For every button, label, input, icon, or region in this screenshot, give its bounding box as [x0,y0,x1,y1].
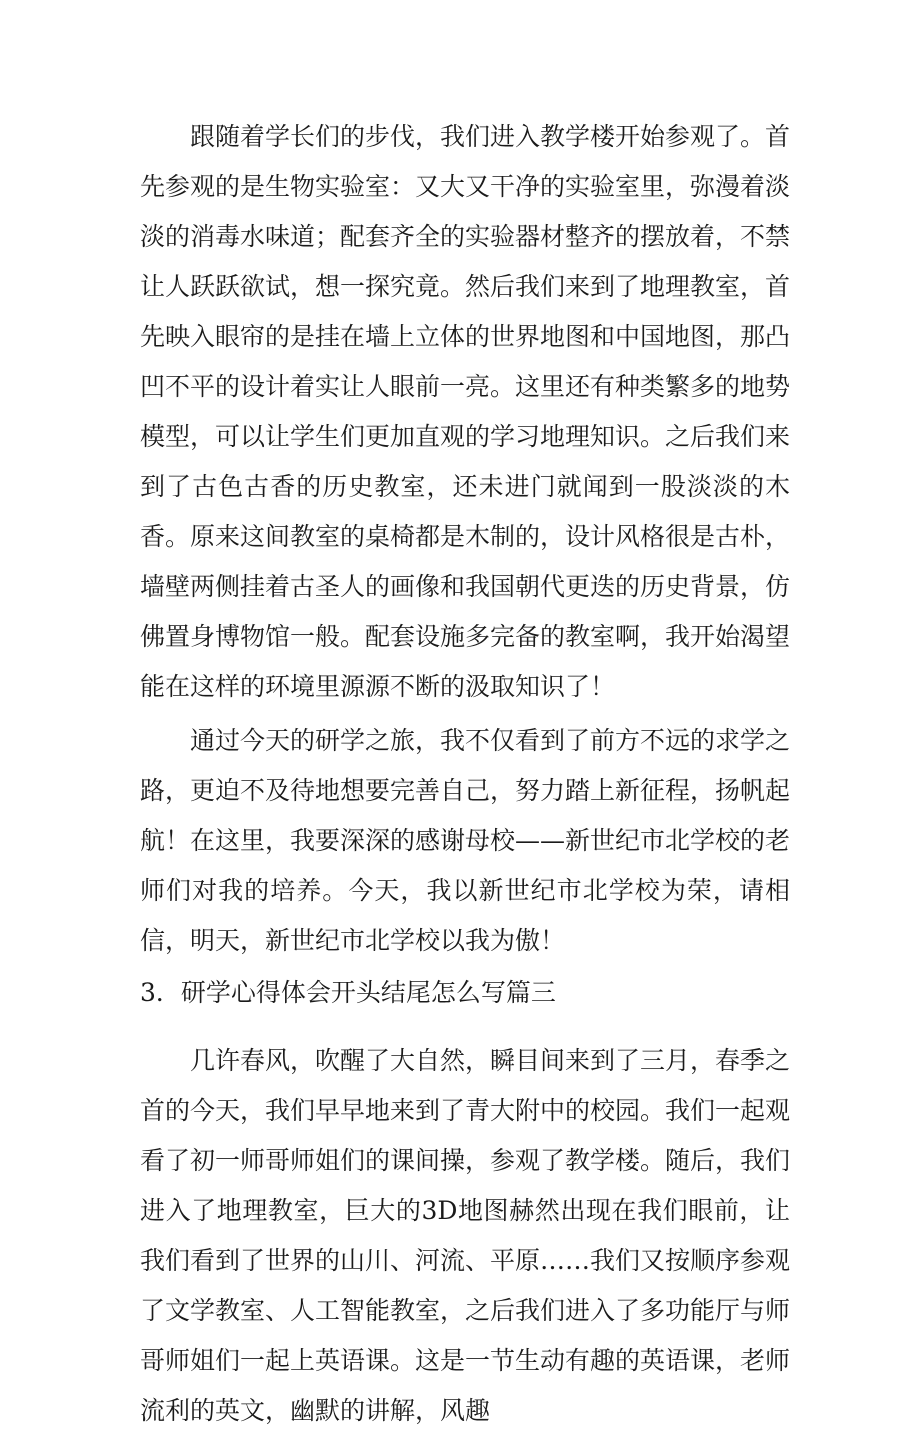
document-body [140,112,790,1436]
section-heading: 3．研学心得体会开头结尾怎么写篇三 [140,978,556,1007]
paragraph-gratitude: 通过今天的研学之旅，我不仅看到了前方不远的求学之路，更迫不及待地想要完善自己，努力踏上新征程，扬帆起航！在这里，我要深深的感谢母校——新世纪市北学校的老师们对我的培养。今天，我以新世纪市北学校为荣，请相信，明天，新世纪市北学校以我为傲！ [140,726,791,955]
paragraph-spring-visit: 几许春风，吹醒了大自然，瞬目间来到了三月，春季之首的今天，我们早早地来到了青大附中的校园。我们一起观看了初一师哥师姐们的课间操，参观了教学楼。随后，我们进入了地理教室，巨大的3D地图赫然出现在我们眼前，让我们看到了世界的山川、河流、平原……我们又按顺序参观了文学教室、人工智能教室，之后我们进入了多功能厅与师哥师姐们一起上英语课。这是一节生动有趣的英语课，老师流利的英文，幽默的讲解，风趣 [140,1046,791,1425]
paragraph-lab-tour: 跟随着学长们的步伐，我们进入教学楼开始参观了。首先参观的是生物实验室：又大又干净的实验室里，弥漫着淡淡的消毒水味道；配套齐全的实验器材整齐的摆放着，不禁让人跃跃欲试，想一探究竟。然后我们来到了地理教室，首先映入眼帘的是挂在墙上立体的世界地图和中国地图，那凸凹不平的设计着实让人眼前一亮。这里还有种类繁多的地势模型，可以让学生们更加直观的学习地理知识。之后我们来到了古色古香的历史教室，还未进门就闻到一股淡淡的木香。原来这间教室的桌椅都是木制的，设计风格很是古朴，墙壁两侧挂着古圣人的画像和我国朝代更迭的历史背景，仿佛置身博物馆一般。配套设施多完备的教室啊，我开始渴望能在这样的环境里源源不断的汲取知识了！ [140,122,791,701]
